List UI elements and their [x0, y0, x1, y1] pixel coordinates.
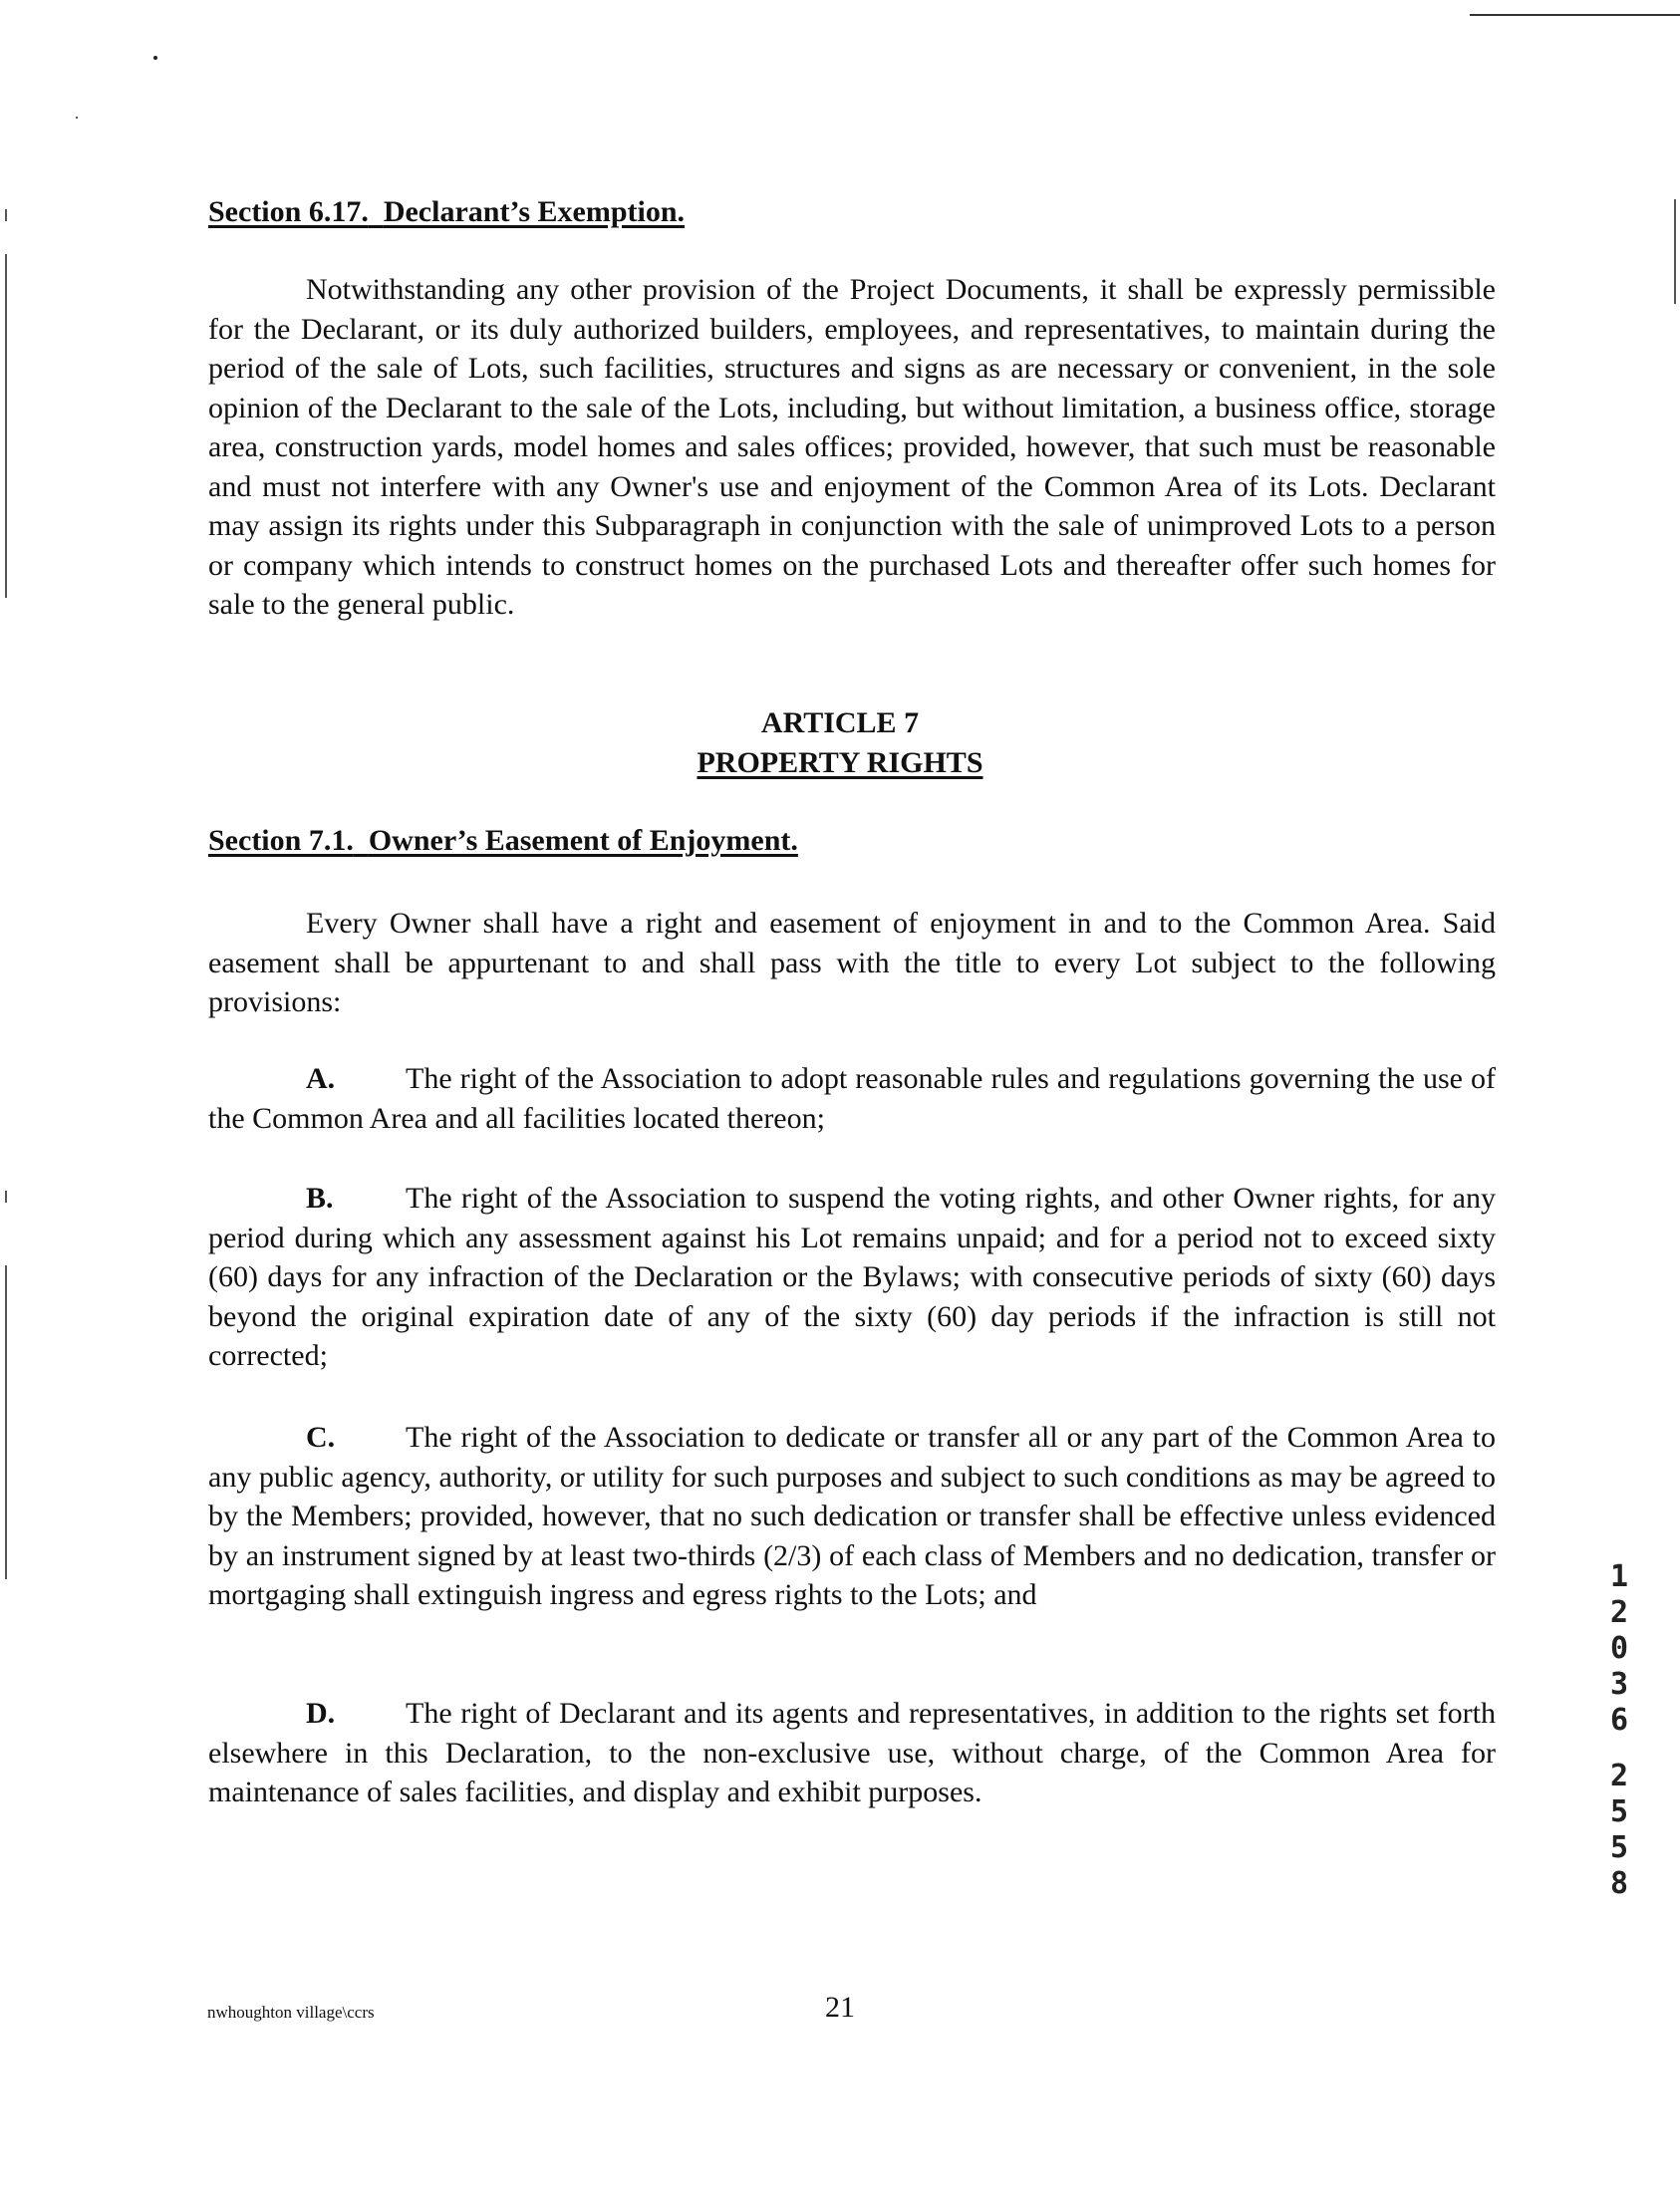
- stamp-digit: 2: [1609, 1759, 1629, 1793]
- stamp-digit: 3: [1609, 1667, 1629, 1702]
- stamp-digit: 0: [1609, 1631, 1629, 1666]
- stamp-digit: 1: [1609, 1559, 1629, 1594]
- scan-speck: [76, 117, 78, 119]
- list-item: [208, 1694, 1496, 1812]
- item-text: The right of the Association to dedicate or transfer all or any part of the Common Area to any public agency, authority, or utility for such purposes and subject to such conditions as may be agreed to by the Members; provided, however, that no such dedication or transfer shall be effective unless evidenced by an instrument signed by at least two-thirds (2/3) of each class of Members and no dedication, transfer or mortgaging shall extinguish ingress and egress rights to the Lots; and: [208, 1421, 1496, 1611]
- item-text: The right of the Association to adopt reasonable rules and regulations governing the use of the Common Area and all facilities located thereon;: [208, 1062, 1496, 1135]
- list-item: [208, 1418, 1496, 1615]
- stamp-digit: 8: [1609, 1866, 1629, 1901]
- stamp-gap: [1604, 1739, 1634, 1759]
- stamp-digit: 2: [1609, 1595, 1629, 1630]
- section-number: Section 6.17.: [208, 195, 369, 228]
- article-heading: [0, 703, 1680, 783]
- section-6-17-heading: [208, 195, 685, 229]
- item-letter: A.: [306, 1062, 336, 1095]
- list-item: [208, 1179, 1496, 1376]
- item-text: The right of Declarant and its agents and representatives, in addition to the rights set forth elsewhere in this Declaration, to the non-exclusive use, without charge, of the Common Area for maintenance of sales facilities, and display and exhibit purposes.: [208, 1697, 1496, 1808]
- footer-file-path: nwhoughton village\ccrs: [207, 2003, 375, 2022]
- margin-mark: [5, 1265, 7, 1579]
- stamp-digit: 5: [1609, 1830, 1629, 1865]
- page-number: 21: [825, 1991, 855, 2024]
- section-7-1-heading: [208, 824, 798, 858]
- stamp-digit: 6: [1609, 1703, 1629, 1738]
- section-number: Section 7.1.: [208, 824, 354, 857]
- section-7-1-body: Every Owner shall have a right and easement of enjoyment in and to the Common Area. Said easement shall be appurtenant to and shall pass with the title to every Lot subject to the following provisions:: [208, 907, 1496, 1018]
- section-6-17-body: Notwithstanding any other provision of the Project Documents, it shall be expressly permissible for the Declarant, or its duly authorized builders, employees, and representatives, to maintain during the period of the sale of Lots, such facilities, structures and signs as are necessary or convenient, in the sole opinion of the Declarant to the sale of the Lots, including, but without limitation, a business office, storage area, construction yards, model homes and sales offices; provided, however, that such must be reasonable and must not interfere with any Owner's use and enjoyment of the Common Area of its Lots. Declarant may assign its rights under this Subparagraph in conjunction with the sale of unimproved Lots to a person or company which intends to construct homes on the purchased Lots and thereafter offer such homes for sale to the general public.: [208, 273, 1496, 621]
- stamp-digit: 5: [1609, 1794, 1629, 1829]
- item-letter: D.: [306, 1697, 336, 1730]
- margin-mark: [5, 254, 7, 598]
- section-title: Owner’s Easement of Enjoyment.: [368, 824, 798, 857]
- article-title: PROPERTY RIGHTS: [697, 746, 983, 779]
- margin-mark: [1674, 199, 1676, 304]
- list-item: [208, 1059, 1496, 1138]
- scan-artifact-line: [1470, 14, 1680, 16]
- recording-stamp: [1604, 1559, 1634, 1902]
- margin-mark: [5, 209, 7, 221]
- scan-speck: [153, 56, 157, 60]
- item-text: The right of the Association to suspend the voting rights, and other Owner rights, for any period during which any assessment against his Lot remains unpaid; and for a period not to exceed sixty (60) days for any infraction of the Declaration or the Bylaws; with consecutive periods of sixty (60) days beyond the original expiration date of any of the sixty (60) day periods if the infraction is still not corrected;: [208, 1182, 1496, 1372]
- item-letter: B.: [306, 1182, 334, 1215]
- item-letter: C.: [306, 1421, 336, 1454]
- section-title: Declarant’s Exemption.: [383, 195, 686, 228]
- article-label: ARTICLE 7: [760, 706, 920, 739]
- margin-mark: [5, 1191, 7, 1203]
